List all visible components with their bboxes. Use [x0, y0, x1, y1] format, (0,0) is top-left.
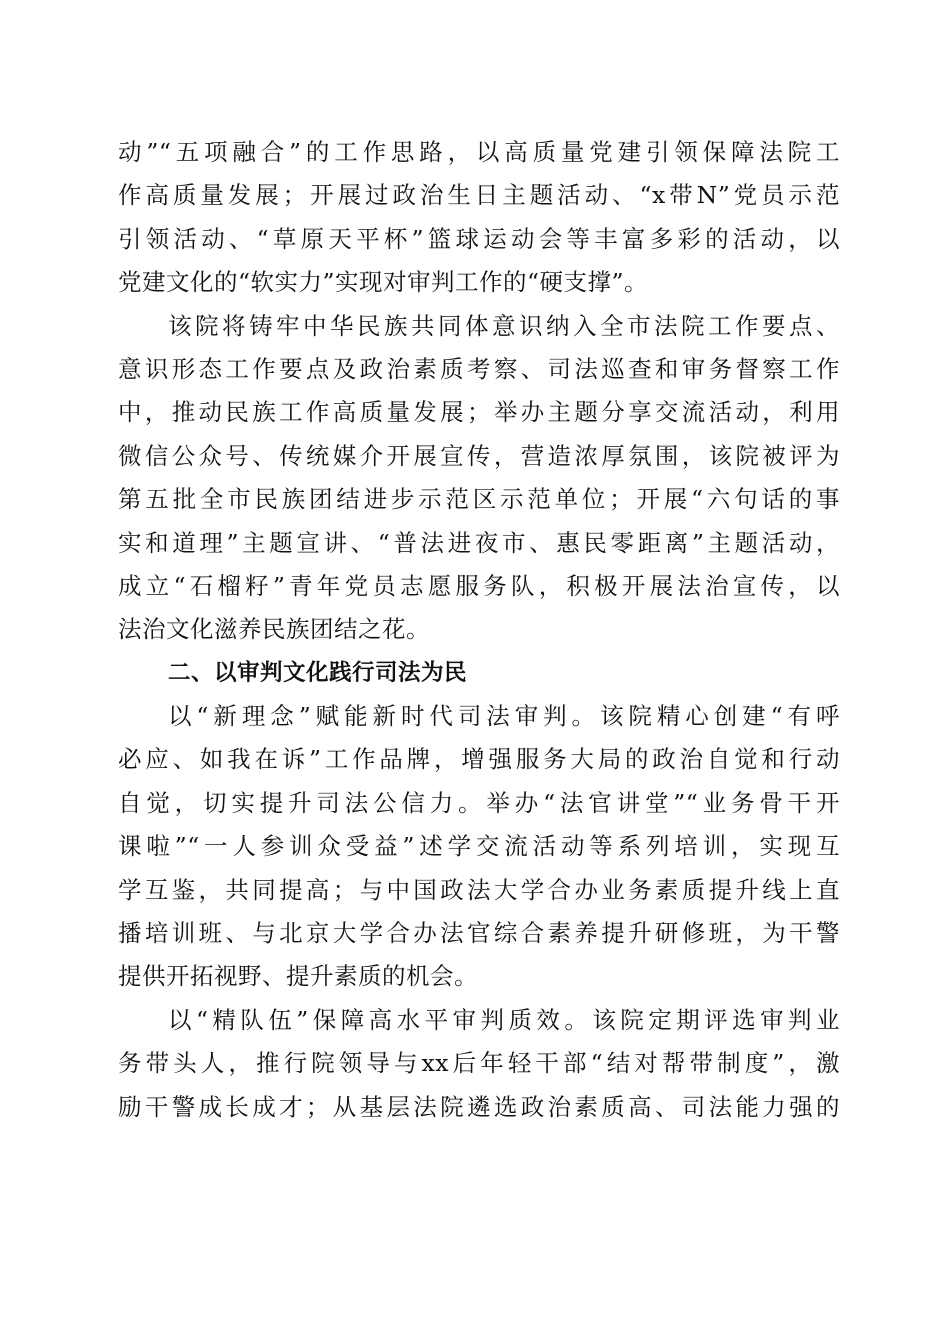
text-line: 该院将铸牢中华民族共同体意识纳入全市法院工作要点、 [168, 311, 840, 340]
text-line: 第五批全市民族团结进步示范区示范单位；开展“六句话的事 [118, 485, 840, 514]
text-line: 党建文化的“软实力”实现对审判工作的“硬支撑”。 [118, 268, 649, 297]
text-line: 作高质量发展；开展过政治生日主题活动、“x带N”党员示范 [118, 181, 840, 210]
text-line: 自觉，切实提升司法公信力。举办“法官讲堂”“业务骨干开 [118, 788, 840, 817]
paragraph-ethnic-unity [118, 305, 840, 652]
text-line: 以“精队伍”保障高水平审判质效。该院定期评选审判业 [168, 1005, 840, 1034]
paragraph-team-building [118, 999, 840, 1129]
text-line: 法治文化滋养民族团结之花。 [118, 615, 430, 644]
text-line: 提供开拓视野、提升素质的机会。 [118, 962, 478, 991]
text-line: 必应、如我在诉”工作品牌，增强服务大局的政治自觉和行动 [118, 745, 840, 774]
text-line: 以“新理念”赋能新时代司法审判。该院精心创建“有呼 [168, 702, 840, 731]
section-heading: 二、以审判文化践行司法为民 [168, 659, 468, 686]
text-line: 意识形态工作要点及政治素质考察、司法巡查和审务督察工作 [118, 354, 840, 383]
text-line: 成立“石榴籽”青年党员志愿服务队，积极开展法治宣传，以 [118, 571, 840, 600]
text-line: 中，推动民族工作高质量发展；举办主题分享交流活动，利用 [118, 398, 840, 427]
paragraph-new-concept [118, 695, 840, 999]
text-line: 微信公众号、传统媒介开展宣传，营造浓厚氛围，该院被评为 [118, 441, 840, 470]
paragraph-party-building [118, 131, 840, 305]
text-line: 课啦”“一人参训众受益”述学交流活动等系列培训，实现互 [118, 832, 840, 861]
document-body [118, 131, 840, 1129]
text-line: 励干警成长成才；从基层法院遴选政治素质高、司法能力强的 [118, 1092, 840, 1121]
text-line: 引领活动、“草原天平杯”篮球运动会等丰富多彩的活动，以 [118, 224, 840, 253]
text-line: 务带头人，推行院领导与xx后年轻干部“结对帮带制度”，激 [118, 1049, 840, 1078]
text-line: 动”“五项融合”的工作思路，以高质量党建引领保障法院工 [118, 138, 840, 166]
text-line: 播培训班、与北京大学合办法官综合素养提升研修班，为干警 [118, 919, 840, 948]
text-line: 实和道理”主题宣讲、“普法进夜市、惠民零距离”主题活动， [118, 528, 840, 557]
text-line: 学互鉴，共同提高；与中国政法大学合办业务素质提升线上直 [118, 875, 840, 904]
